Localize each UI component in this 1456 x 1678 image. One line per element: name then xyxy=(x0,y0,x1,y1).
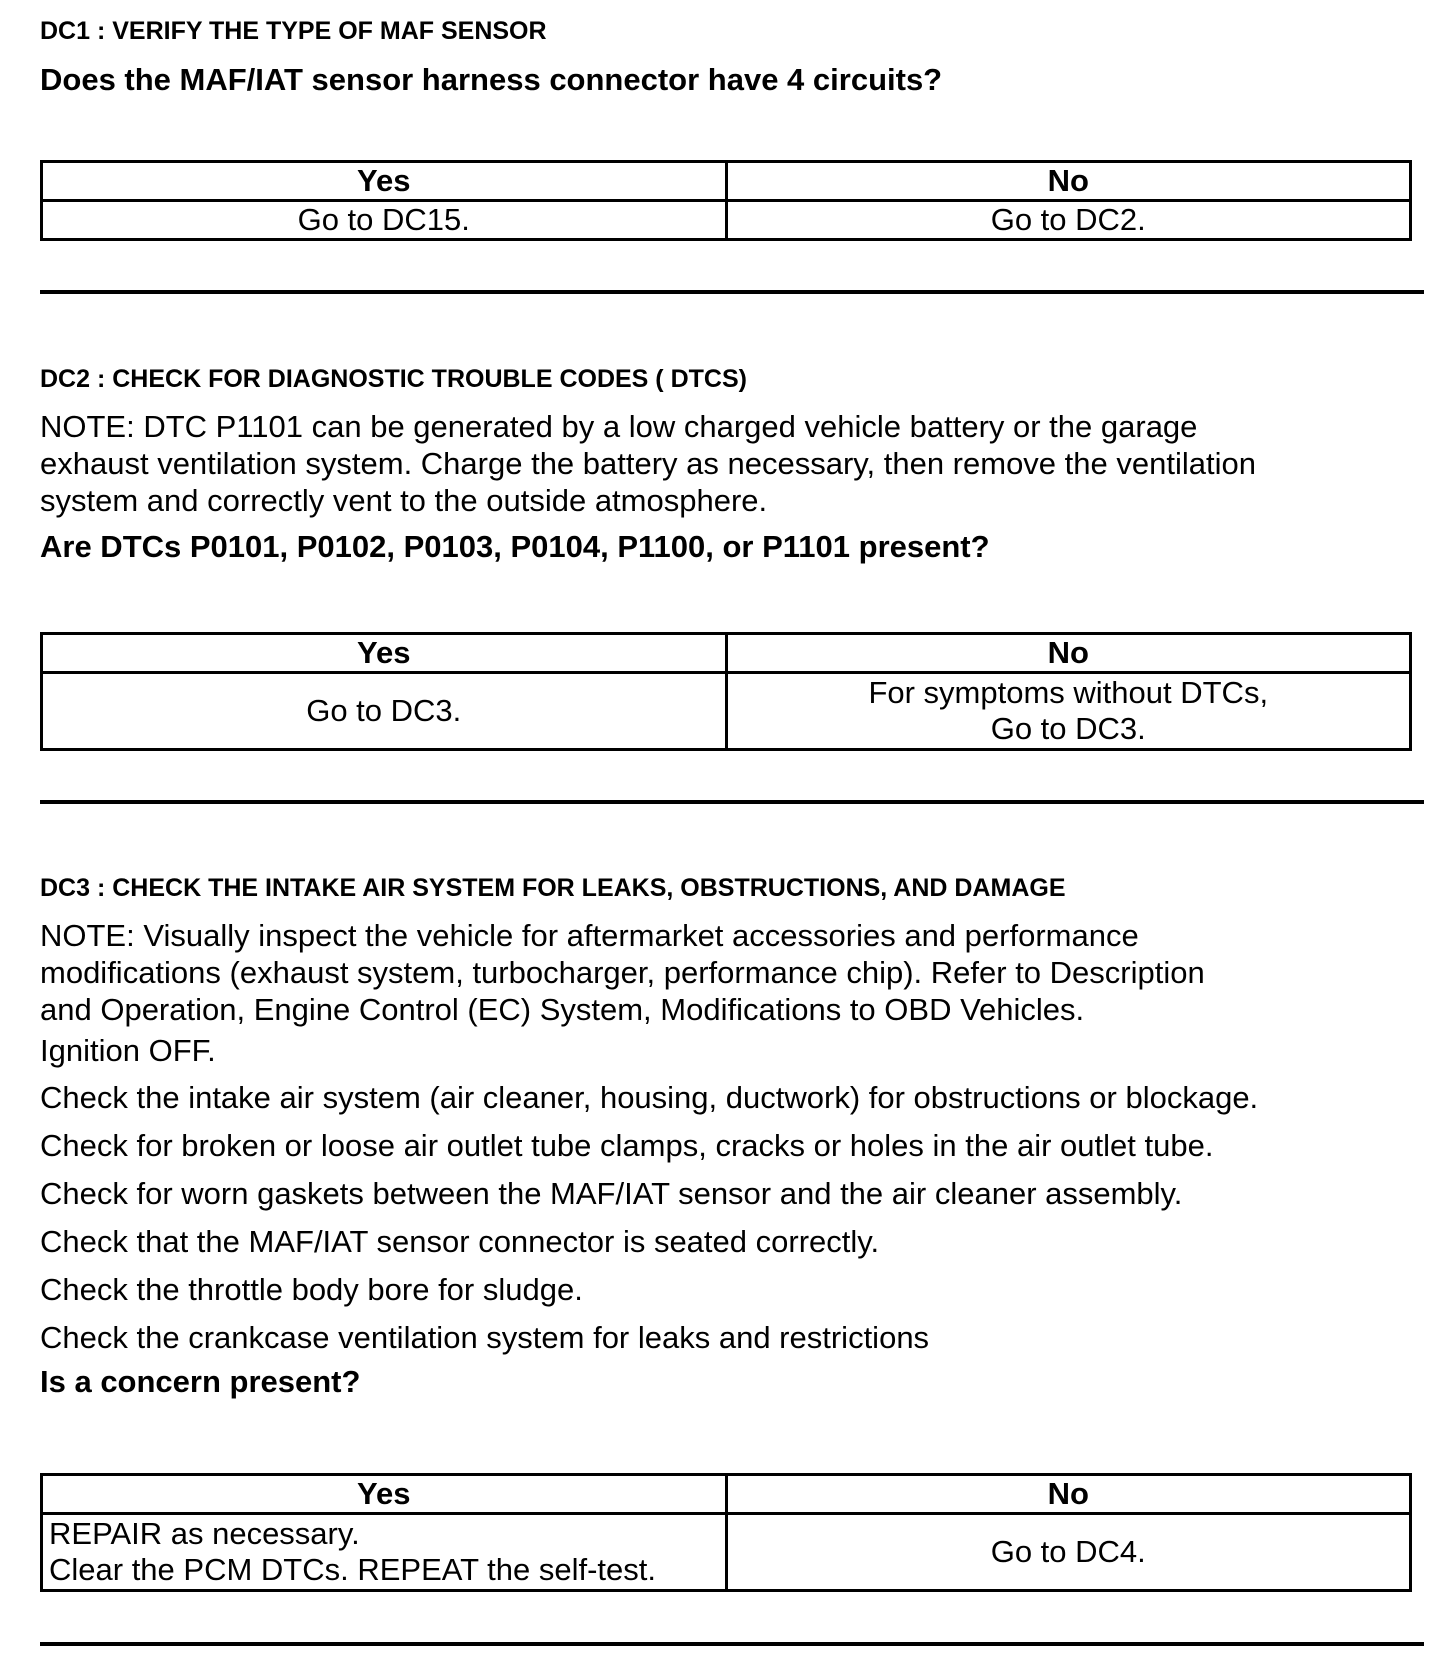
dc3-title: DC3 : CHECK THE INTAKE AIR SYSTEM FOR LEAKS, OBSTRUCTIONS, AND DAMAGE xyxy=(40,874,1066,902)
dc2-no-action-line: Go to DC3. xyxy=(990,711,1146,746)
section-divider xyxy=(40,290,1424,294)
section-divider xyxy=(40,1642,1424,1646)
section-divider xyxy=(40,800,1424,804)
dc1-yes-action: Go to DC15. xyxy=(42,201,727,240)
dc2-yes-header: Yes xyxy=(42,634,727,673)
dc3-steps xyxy=(40,1032,1420,1356)
dc2-no-action xyxy=(726,673,1411,750)
dc1-no-action: Go to DC2. xyxy=(726,201,1411,240)
dc3-no-action: Go to DC4. xyxy=(726,1514,1411,1591)
dc3-note-line: and Operation, Engine Control (EC) System, Modifications to OBD Vehicles. xyxy=(40,992,1085,1027)
dc2-note-line: NOTE: DTC P1101 can be generated by a low charged vehicle battery or the garage xyxy=(40,409,1198,444)
dc3-note-line: modifications (exhaust system, turbocharger, performance chip). Refer to Description xyxy=(40,955,1205,990)
dc3-section xyxy=(40,873,1420,1400)
dc2-note xyxy=(40,408,1420,519)
dc1-question: Does the MAF/IAT sensor harness connector have 4 circuits? xyxy=(40,62,943,97)
dc2-question: Are DTCs P0101, P0102, P0103, P0104, P1100, or P1101 present? xyxy=(40,529,990,564)
dc2-decision-table xyxy=(40,632,1412,751)
dc2-section xyxy=(40,364,1420,565)
dc3-yes-header: Yes xyxy=(42,1475,727,1514)
dc3-yes-action-line: REPAIR as necessary. xyxy=(49,1516,360,1551)
dc3-note xyxy=(40,917,1420,1028)
dc3-decision-table xyxy=(40,1473,1412,1592)
dc1-title: DC1 : VERIFY THE TYPE OF MAF SENSOR xyxy=(40,17,547,45)
dc3-question: Is a concern present? xyxy=(40,1364,361,1399)
dc3-step: Check the crankcase ventilation system for leaks and restrictions xyxy=(40,1320,930,1355)
dc2-note-line: system and correctly vent to the outside atmosphere. xyxy=(40,483,768,518)
dc2-no-header: No xyxy=(726,634,1411,673)
dc3-step: Check the throttle body bore for sludge. xyxy=(40,1272,583,1307)
dc3-step: Ignition OFF. xyxy=(40,1033,216,1068)
dc3-step: Check the intake air system (air cleaner, housing, ductwork) for obstructions or blockage. xyxy=(40,1080,1259,1115)
dc3-step: Check that the MAF/IAT sensor connector is seated correctly. xyxy=(40,1224,880,1259)
dc3-note-line: NOTE: Visually inspect the vehicle for aftermarket accessories and performance xyxy=(40,918,1139,953)
dc1-decision-table xyxy=(40,160,1412,241)
dc3-yes-action-line: Clear the PCM DTCs. REPEAT the self-test. xyxy=(49,1552,656,1587)
dc1-section xyxy=(40,16,1420,98)
dc1-yes-header: Yes xyxy=(42,162,727,201)
dc1-no-header: No xyxy=(726,162,1411,201)
dc3-yes-action xyxy=(42,1514,727,1591)
dc2-note-line: exhaust ventilation system. Charge the battery as necessary, then remove the ventilation xyxy=(40,446,1256,481)
dc3-step: Check for worn gaskets between the MAF/IAT sensor and the air cleaner assembly. xyxy=(40,1176,1183,1211)
dc2-yes-action: Go to DC3. xyxy=(42,673,727,750)
dc2-no-action-line: For symptoms without DTCs, xyxy=(868,675,1269,710)
dc3-step: Check for broken or loose air outlet tube clamps, cracks or holes in the air outlet tube. xyxy=(40,1128,1214,1163)
dc2-title: DC2 : CHECK FOR DIAGNOSTIC TROUBLE CODES ( DTCS) xyxy=(40,365,747,393)
dc3-no-header: No xyxy=(726,1475,1411,1514)
